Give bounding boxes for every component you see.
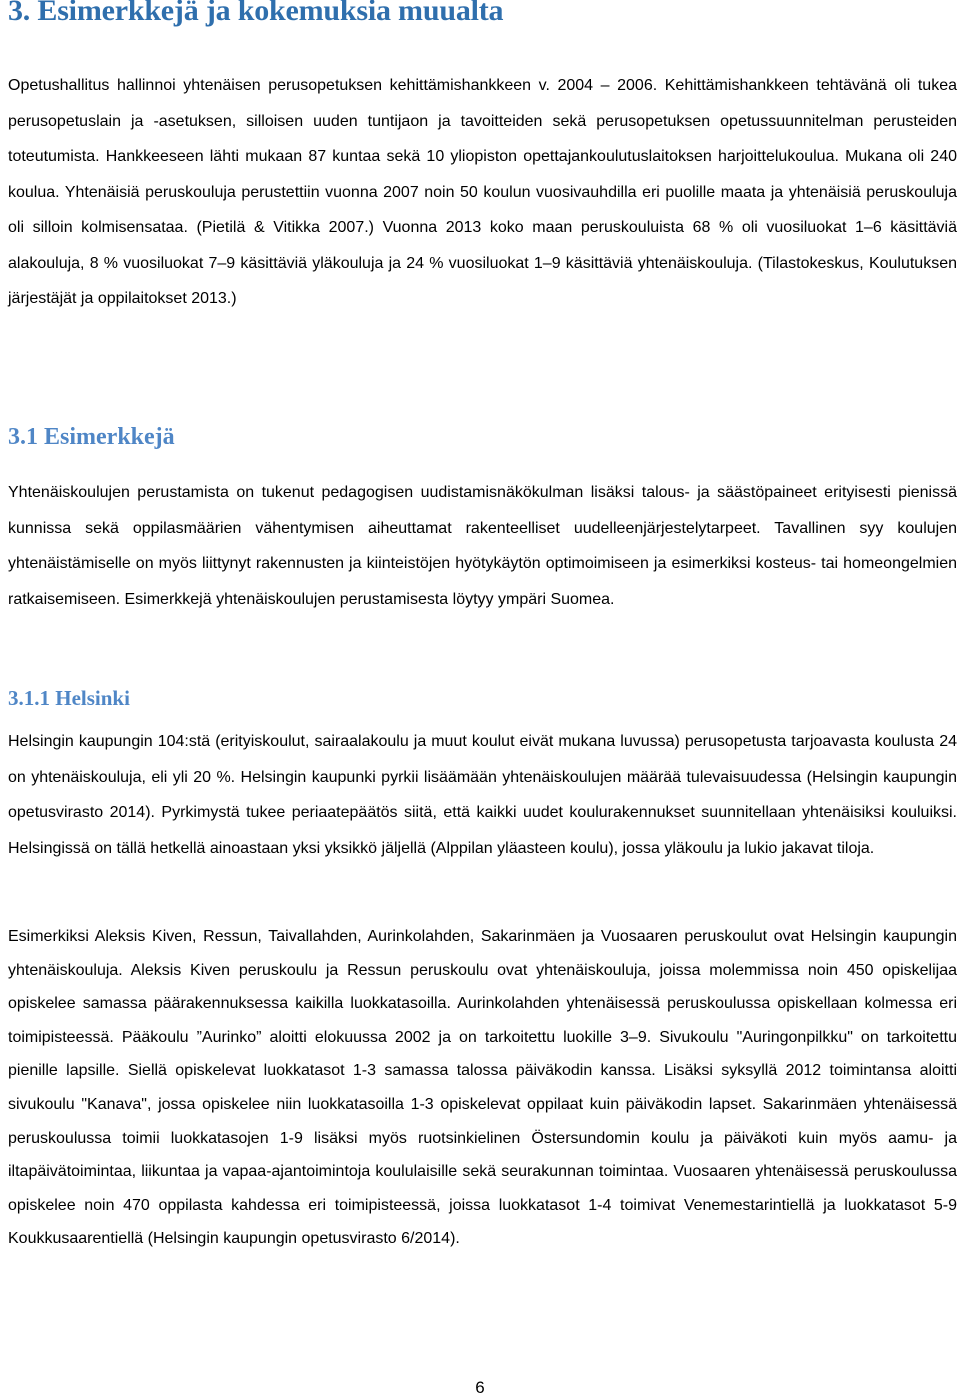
subsection-heading: 3.1.1 Helsinki — [8, 686, 130, 710]
page-title: 3. Esimerkkejä ja kokemuksia muualta — [8, 0, 504, 27]
paragraph-intro: Opetushallitus hallinnoi yhtenäisen perusopetuksen kehittämishankkeen v. 2004 – 2006. Kehittämishankkeen tehtävänä oli tukea perusopetuslain ja -asetuksen, silloisen uuden tuntijaon ja tavoitteiden sekä perusopetuksen opetussuunnitelman perusteiden toteutumista. Hankkeeseen lähti mukaan 87 kuntaa sekä 10 yliopiston opettajankoulutuslaitoksen harjoittelukoulua. Mukana oli 240 koulua. Yhtenäisiä peruskouluja perustettiin vuonna 2007 noin 50 koulun vuosivauhdilla eri puolille maata ja yhtenäisiä peruskouluja oli silloin kolmisensataa. (Pietilä & Vitikka 2007.) Vuonna 2013 koko maan peruskouluista 68 % oli vuosiluokat 1–6 käsittäviä alakouluja, 8 % vuosiluokat 7–9 käsittäviä yläkouluja ja 24 % vuosiluokat 1–9 käsittäviä yhtenäiskouluja. (Tilastokeskus, Koulutuksen järjestäjät ja oppilaitokset 2013.) — [8, 77, 957, 307]
paragraph-examples: Yhtenäiskoulujen perustamista on tukenut pedagogisen uudistamisnäkökulman lisäksi talous- ja säästöpaineet erityisesti pienissä kunnissa sekä oppilasmäärien vähentymisen aiheuttamat rakenteelliset uudelleenjärjestelytarpeet. Tavallinen syy koulujen yhtenäistämiselle on myös liittynyt rakennusten ja kiinteistöjen hyötykäytön optimoimiseen ja esimerkiksi kosteus- tai homeongelmien ratkaisemiseen. Esimerkkejä yhtenäiskoulujen perustamisesta löytyy ympäri Suomea. — [8, 484, 957, 608]
paragraph-helsinki-schools: Esimerkiksi Aleksis Kiven, Ressun, Taivallahden, Aurinkolahden, Sakarinmäen ja Vuosaaren peruskoulut ovat Helsingin kaupungin yhtenäiskouluja. Aleksis Kiven peruskoulu ja Ressun peruskoulu ovat yhtenäiskouluja, joissa molemmissa noin 450 opiskelijaa opiskelee samassa päärakennuksessa kaikilla luokkatasoilla. Aurinkolahden yhtenäisessä peruskoulussa opiskellaan kolmessa eri toimipisteessä. Pääkoulu ”Aurinko” aloitti elokuussa 2002 ja on tarkoitettu luokille 3–9. Sivukoulu "Auringonpilkku" on tarkoitettu pienille lapsille. Siellä opiskelevat luokkatasot 1-3 samassa talossa päiväkodin kanssa. Lisäksi syksyllä 2012 toimintansa aloitti sivukoulu "Kanava", jossa opiskelee niin luokkatasoilla 1-3 opiskelevat oppilaat kuin päiväkodin lapset. Sakarinmäen yhtenäisessä peruskoulussa toimii luokkatasojen 1-9 lisäksi myös ruotsinkielinen Östersundomin koulu ja päiväkoti kuin myös aamu- ja iltapäivätoimintaa, liikuntaa ja vapaa-ajantoimintoja koululaisille sekä seurakunnan toimintaa. Vuosaaren yhtenäisessä peruskoulussa opiskelee noin 470 oppilasta kahdessa eri toimipisteessä, joissa luokkatasot 1-4 toimivat Venemestarintiellä ja luokkatasot 5-9 Koukkusaarentiellä (Helsingin kaupungin opetusvirasto 6/2014). — [8, 928, 957, 1248]
page-number: 6 — [475, 1378, 485, 1397]
section-heading: 3.1 Esimerkkejä — [8, 424, 175, 450]
paragraph-helsinki: Helsingin kaupungin 104:stä (erityiskoulut, sairaalakoulu ja muut koulut eivät mukana luvussa) perusopetusta tarjoavasta koulusta 24 on yhtenäiskouluja, eli yli 20 %. Helsingin kaupunki pyrkii lisäämään yhtenäiskoulujen määrää tulevaisuudessa (Helsingin kaupungin opetusvirasto 2014). Pyrkimystä tukee periaatepäätös siitä, että kaikki uudet koulurakennukset suunnitellaan yhtenäisiksi kouluiksi. Helsingissä on tällä hetkellä ainoastaan yksi yksikkö jäljellä (Alppilan yläasteen koulu), jossa yläkoulu ja lukio jakavat tiloja. — [8, 733, 957, 857]
